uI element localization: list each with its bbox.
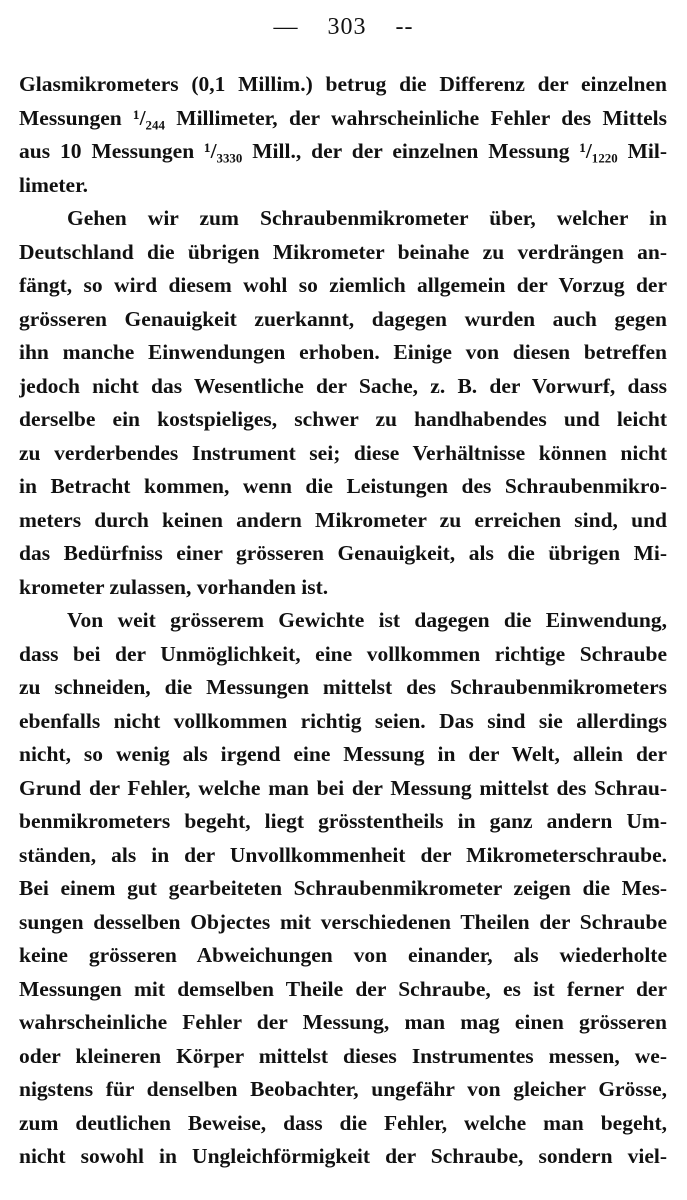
text-line: zum deutlichen Beweise, dass die Fehler, welche man begeht, bbox=[19, 1110, 667, 1135]
text-line: in Betracht kommen, wenn die Leistungen des Schraubenmikro- bbox=[19, 474, 667, 498]
text-line: Messungen ¹/₂₄₄ Millimeter, der wahrscheinliche Fehler des Mittels bbox=[19, 105, 667, 130]
text-line: Grund der Fehler, welche man bei der Messung mittelst des Schrau- bbox=[19, 775, 667, 800]
text-line: Glasmikrometers (0,1 Millim.) betrug die Differenz der einzelnen bbox=[19, 72, 667, 96]
text-line: limeter. bbox=[19, 172, 89, 197]
header-dash-left: — bbox=[273, 14, 299, 40]
text-line: nigstens für denselben Beobachter, ungefähr von gleicher Grösse, bbox=[19, 1077, 667, 1101]
body-text bbox=[19, 68, 667, 1174]
page-header bbox=[0, 12, 687, 42]
text-line: wahrscheinliche Fehler der Messung, man mag einen grösseren bbox=[19, 1010, 667, 1034]
text-line: nicht sowohl in Ungleichförmigkeit der Schraube, sondern viel- bbox=[19, 1144, 667, 1168]
text-line: Bei einem gut gearbeiteten Schraubenmikrometer zeigen die Mes- bbox=[19, 876, 667, 900]
text-line: nicht, so wenig als irgend eine Messung in der Welt, allein der bbox=[19, 742, 667, 766]
text-line: krometer zulassen, vorhanden ist. bbox=[19, 574, 329, 599]
text-line: ihn manche Einwendungen erhoben. Einige von diesen betreffen bbox=[19, 340, 667, 364]
text-line: aus 10 Messungen ¹/₃₃₃₀ Mill., der der einzelnen Messung ¹/₁₂₂₀ Mil- bbox=[19, 139, 667, 163]
text-line: meters durch keinen andern Mikrometer zu erreichen sind, und bbox=[19, 507, 667, 532]
text-line: ebenfalls nicht vollkommen richtig seien. Das sind sie allerdings bbox=[19, 708, 667, 733]
page-number: 303 bbox=[327, 14, 367, 40]
text-line: benmikrometers begeht, liegt grösstentheils in ganz andern Um- bbox=[19, 809, 667, 833]
text-line: derselbe ein kostspieliges, schwer zu handhabendes und leicht bbox=[19, 407, 667, 431]
text-line: Messungen mit demselben Theile der Schraube, es ist ferner der bbox=[19, 976, 667, 1001]
text-line: zu verderbendes Instrument sei; diese Verhältnisse können nicht bbox=[19, 440, 667, 465]
text-line: zu schneiden, die Messungen mittelst des Schraubenmikrometers bbox=[19, 675, 667, 699]
text-line: ständen, als in der Unvollkommenheit der Mikrometerschraube. bbox=[19, 842, 667, 867]
text-line: sungen desselben Objectes mit verschiedenen Theilen der Schraube bbox=[19, 909, 667, 934]
text-line: oder kleineren Körper mittelst dieses Instrumentes messen, we- bbox=[19, 1043, 667, 1068]
text-line: fängt, so wird diesem wohl so ziemlich allgemein der Vorzug der bbox=[19, 273, 667, 297]
text-line: grösseren Genauigkeit zuerkannt, dagegen wurden auch gegen bbox=[19, 306, 667, 331]
text-line: jedoch nicht das Wesentliche der Sache, z. B. der Vorwurf, dass bbox=[19, 373, 667, 398]
text-line: keine grösseren Abweichungen von einander, als wiederholte bbox=[19, 943, 667, 967]
text-line: dass bei der Unmöglichkeit, eine vollkommen richtige Schraube bbox=[19, 641, 667, 666]
paragraph-first-line: Gehen wir zum Schraubenmikrometer über, welcher in bbox=[67, 206, 667, 230]
header-dash-right: -- bbox=[395, 14, 414, 40]
text-line: Deutschland die übrigen Mikrometer beinahe zu verdrängen an- bbox=[19, 239, 667, 264]
paragraph-first-line: Von weit grösserem Gewichte ist dagegen die Einwendung, bbox=[67, 608, 667, 632]
text-line: das Bedürfniss einer grösseren Genauigkeit, als die übrigen Mi- bbox=[19, 541, 667, 565]
